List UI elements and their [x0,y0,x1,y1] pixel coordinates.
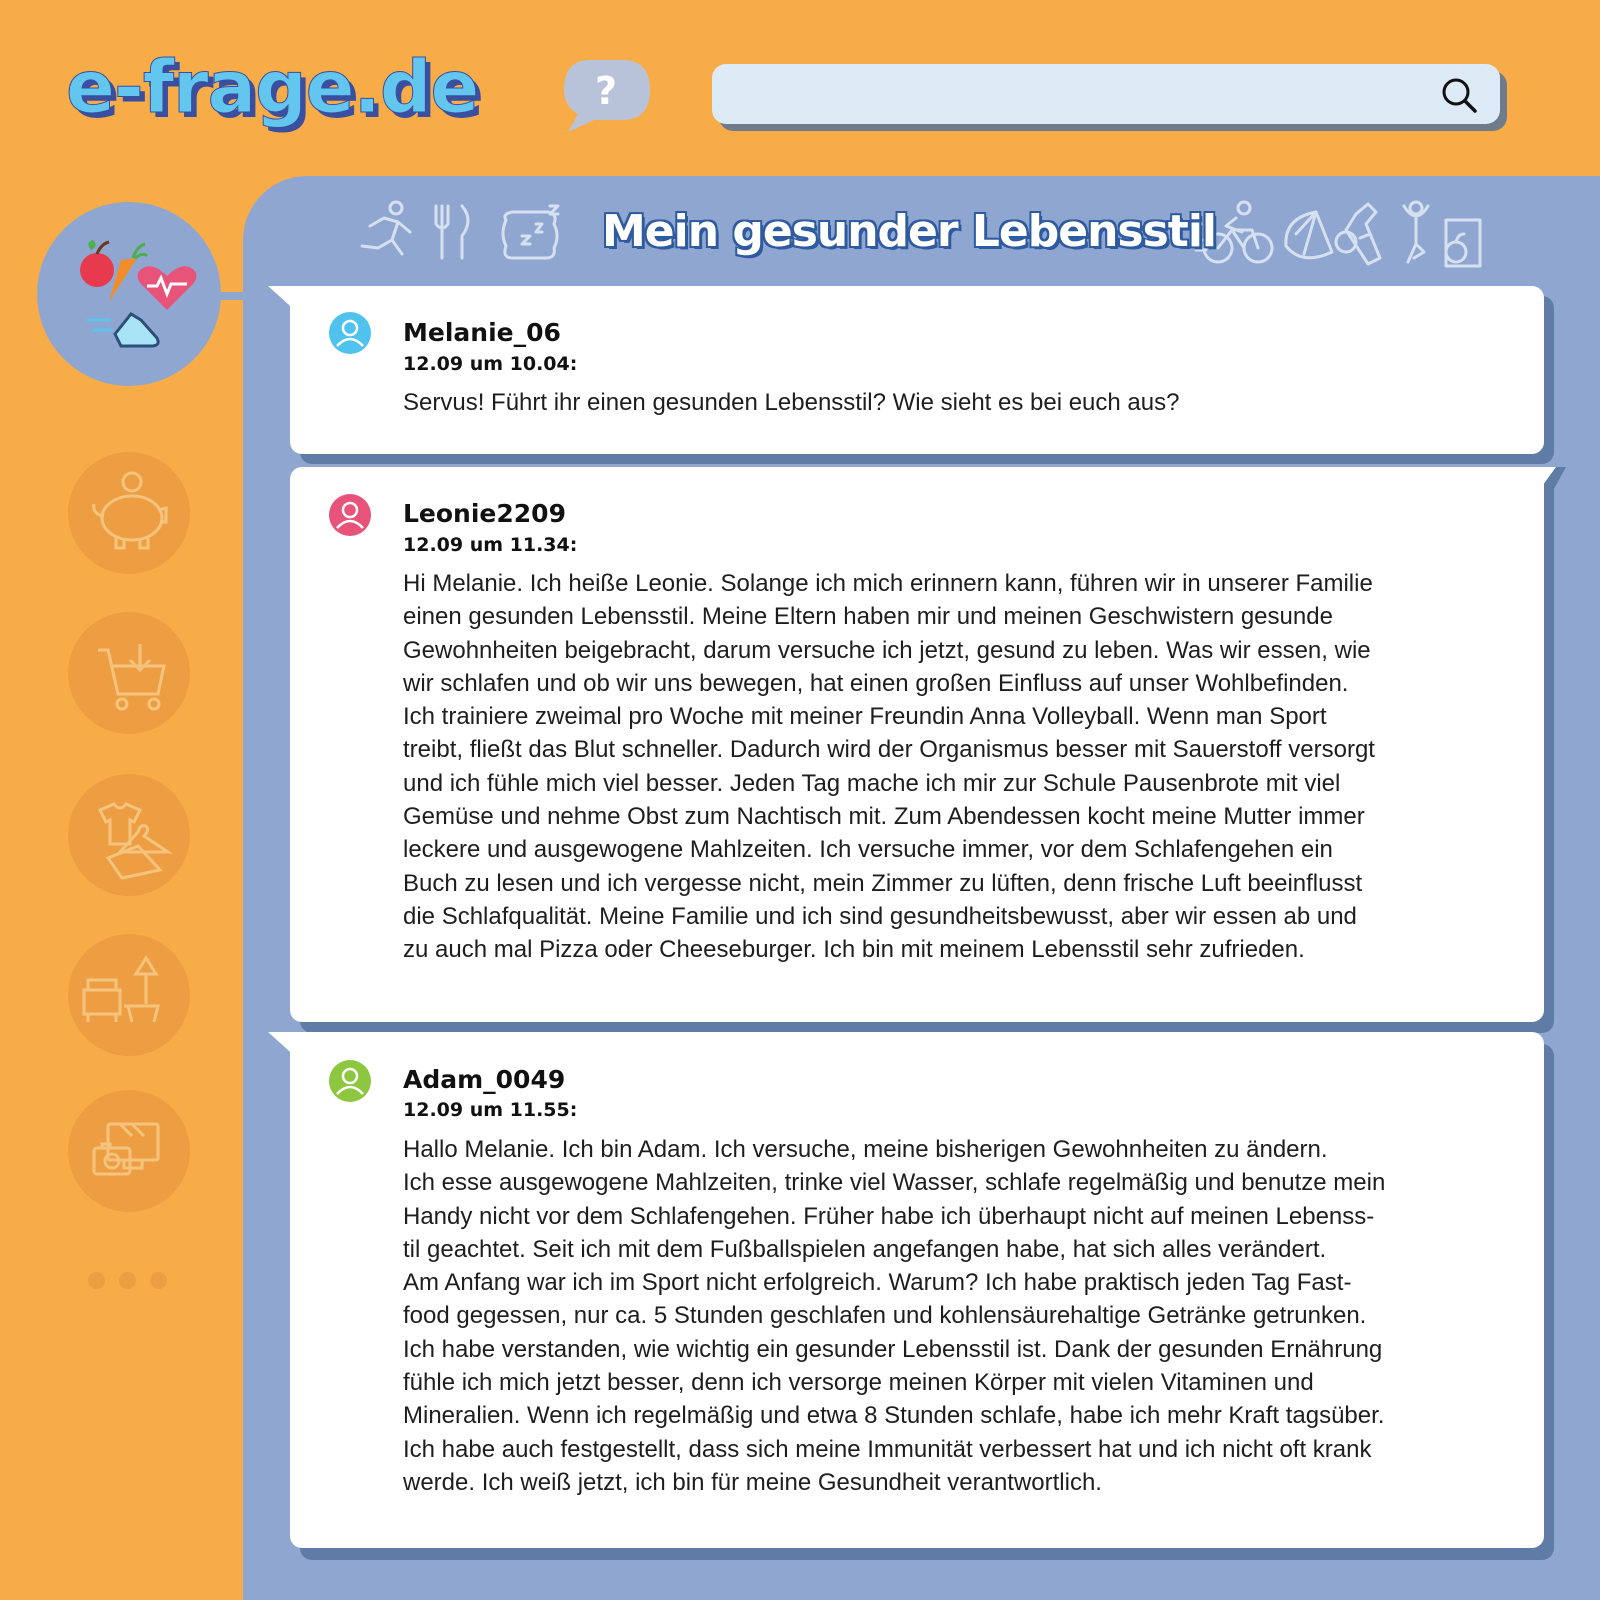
nav-item-finance[interactable] [68,452,190,574]
clothes-hanger-icon [68,774,190,896]
avatar-icon[interactable] [329,494,371,536]
post-username[interactable]: Adam_0049 [403,1065,566,1094]
avatar-icon[interactable] [329,312,371,354]
post-timestamp: 12.09 um 11.55: [403,1099,578,1121]
question-mark: ? [594,69,618,113]
running-icon [362,202,410,254]
more-dots-icon [88,1272,105,1289]
search-input[interactable] [730,74,1410,114]
sidebar-more-dots[interactable] [88,1272,181,1294]
topic-title: Mein gesunder Lebensstil [602,206,1216,257]
post-username[interactable]: Leonie2209 [403,499,566,528]
post-timestamp: 12.09 um 10.04: [403,353,578,375]
sleep-icon [503,206,558,258]
nav-item-shopping[interactable] [68,612,190,734]
furniture-icon [68,934,190,1056]
citrus-icon [1286,212,1356,258]
piggy-bank-icon [68,452,190,574]
nav-item-fashion[interactable] [68,774,190,896]
avatar-icon[interactable] [329,1060,371,1102]
health-lifestyle-icon [37,202,221,386]
post-text: Hi Melanie. Ich heiße Leonie. Solange ich mich erinnern kann, führen wir in unserer Familie einen gesunden Lebensstil. Meine Eltern haben mir und meinen Geschwistern gesunde Gewohnheiten beigebracht, darum versuche ich jetzt, gesund zu leben. Was wir essen, wie wir schlafen und ob wir uns bewegen, hat einen großen Einfluss auf unser Wohlbefinden. Ich trainiere zweimal pro Woche mit meiner Freundin Anna Volleyball. Wenn man Sport treibt, fließt das Blut schneller. Dadurch wird der Organismus besser mit Sauerstoff versorgt und ich fühle mich viel besser. Jeden Tag mache ich mir zur Schule Pausenbrote mit viel Gemüse und nehme Obst zum Nachtisch mit. Zum Abendessen kocht meine Mutter immer leckere und ausgewogene Mahlzeiten. Ich versuche immer, vor dem Schlafengehen ein Buch zu lesen und ich vergesse nicht, mein Zimmer zu lüften, denn frische Luft beeinflusst die Schlafqualität. Meine Familie und ich sind gesundheitsbewusst, aber wir essen ab und zu auch mal Pizza oder Cheeseburger. Ich bin mit meinem Lebensstil sehr zufrieden. [403,570,1375,964]
camera-tv-icon [68,1090,190,1212]
nav-item-furniture[interactable] [68,934,190,1056]
nav-item-health[interactable] [37,202,221,386]
post-timestamp: 12.09 um 11.34: [403,534,578,556]
cutlery-icon [436,206,468,258]
post-text: Servus! Führt ihr einen gesunden Lebensstil? Wie sieht es bei euch aus? [403,389,1180,416]
question-bubble-icon [560,58,652,132]
yoga-icon [1404,202,1428,262]
nav-connector [218,292,252,300]
shopping-cart-icon [68,612,190,734]
site-logo[interactable]: e-frage.de [66,45,479,129]
nav-item-electronics[interactable] [68,1090,190,1212]
post-username[interactable]: Melanie_06 [403,318,561,347]
search-icon[interactable] [1440,76,1478,114]
fruit-jar-icon [1446,220,1480,266]
search-bar[interactable] [712,64,1500,124]
post-text: Hallo Melanie. Ich bin Adam. Ich versuche, meine bisherigen Gewohnheiten zu ändern. Ich esse ausgewogene Mahlzeiten, trinke viel Wasser, schlafe regelmäßig und benutze mein Handy nicht vor dem Schlafengehen. Früher habe ich überhaupt nicht auf meinen Lebenss- til geachtet. Seit ich mit dem Fußballspielen angefangen habe, hat sich alles verändert. Am Anfang war ich im Sport nicht erfolgreich. Warum? Ich habe praktisch jeden Tag Fast- food gegessen, nur ca. 5 Stunden geschlafen und kohlensäurehaltige Getränke getrunken. Ich habe verstanden, wie wichtig ein gesunder Lebensstil ist. Dank der gesunden Ernährung fühle ich mich jetzt besser, denn ich versorge meinen Körper mit vielen Vitaminen und Mineralien. Wenn ich regelmäßig und etwa 8 Stunden schlafe, habe ich mehr Kraft tagsüber. Ich habe auch festgestellt, dass sich meine Immunität verbessert hat und ich nicht oft krank werde. Ich weiß jetzt, ich bin für meine Gesundheit verantwortlich. [403,1136,1386,1496]
